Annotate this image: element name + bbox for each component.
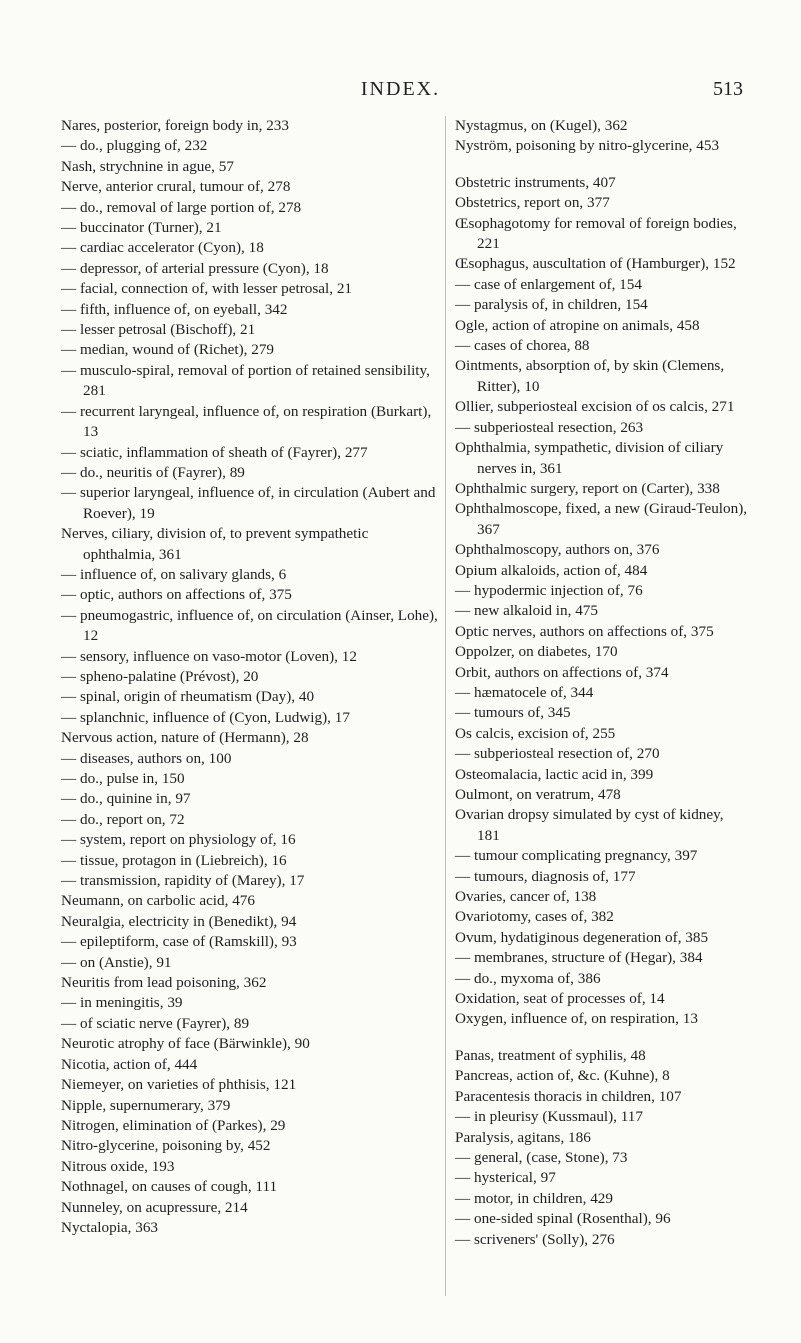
index-entry: Nerve, anterior crural, tumour of, 278 [61,178,291,196]
index-entry: — do., neuritis of (Fayrer), 89 [61,463,245,481]
index-entry: Ovaries, cancer of, 138 [455,888,597,906]
index-entry: — sciatic, inflammation of sheath of (Fayrer), 277 [61,443,368,461]
index-entry: Oulmont, on veratrum, 478 [455,786,621,803]
index-entry: Paracentesis thoracis in children, 107 [455,1087,682,1105]
index-entry: Nyström, poisoning by nitro-glycerine, 453 [455,137,720,155]
index-entry: — cardiac accelerator (Cyon), 18 [61,239,264,257]
index-entry: Obstetric instruments, 407 [455,173,616,191]
index-entry: Ophthalmia, sympathetic, division of ciliary nerves in, 361 [455,439,724,477]
index-entry: — tumours of, 345 [455,704,571,722]
page-number: 513 [713,78,743,100]
index-entry: — general, (case, Stone), 73 [455,1148,628,1166]
index-entry: Ophthalmoscope, fixed, a new (Giraud-Teulon), 367 [455,500,748,538]
index-entry: Obstetrics, report on, 377 [455,194,610,212]
index-entry: — hysterical, 97 [455,1169,556,1187]
index-entry: — pneumogastric, influence of, on circulation (Ainser, Lohe), 12 [61,606,438,645]
index-entry: — splanchnic, influence of (Cyon, Ludwig), 17 [61,708,350,726]
index-entry: — influence of, on salivary glands, 6 [61,565,287,583]
index-column-left [61,116,439,1238]
index-entry: — superior laryngeal, influence of, in circulation (Aubert and Roever), 19 [61,484,436,522]
index-entry: Ogle, action of atropine on animals, 458 [455,316,700,334]
index-entry: Paralysis, agitans, 186 [455,1128,591,1146]
index-entry: Nares, posterior, foreign body in, 233 [61,117,289,134]
index-entry: — hæmatocele of, 344 [455,683,594,701]
index-entry: — do., removal of large portion of, 278 [61,198,302,216]
index-entry: Nitrogen, elimination of (Parkes), 29 [61,1116,286,1134]
index-entry: — on (Anstie), 91 [61,953,172,971]
index-entry: Pancreas, action of, &c. (Kuhne), 8 [455,1067,670,1085]
index-entry: Ovarian dropsy simulated by cyst of kidney, 181 [455,806,724,844]
index-entry: — motor, in children, 429 [455,1189,613,1207]
page-title: INDEX. [360,78,441,100]
index-entry: Neurotic atrophy of face (Bärwinkle), 90 [61,1035,310,1053]
index-entry: — optic, authors on affections of, 375 [61,586,292,604]
index-entry: — paralysis of, in children, 154 [455,296,648,314]
index-entry: — system, report on physiology of, 16 [61,831,296,849]
index-entry: — case of enlargement of, 154 [455,275,642,293]
index-entry: — do., plugging of, 232 [61,137,208,155]
index-entry: — one-sided spinal (Rosenthal), 96 [455,1210,671,1228]
index-entry: — in meningitis, 39 [61,994,183,1012]
index-entry: — facial, connection of, with lesser petrosal, 21 [61,280,353,298]
index-entry: Ointments, absorption of, by skin (Clemens, Ritter), 10 [455,357,725,395]
index-entry: — do., myxoma of, 386 [455,969,601,987]
index-entry: Ovariotomy, cases of, 382 [455,908,614,926]
index-entry: — subperiosteal resection of, 270 [455,745,660,763]
index-entry: — sensory, influence on vaso-motor (Loven), 12 [61,647,357,665]
index-entry: — recurrent laryngeal, influence of, on respiration (Burkart), 13 [61,402,432,441]
index-entry: Nystagmus, on (Kugel), 362 [455,117,628,134]
index-entry: Optic nerves, authors on affections of, 375 [455,622,714,640]
index-entry: — diseases, authors on, 100 [61,749,232,767]
column-divider [445,116,446,1296]
index-entry: — membranes, structure of (Hegar), 384 [455,949,703,967]
index-entry: Nitro-glycerine, poisoning by, 452 [61,1137,271,1155]
index-entry: — do., pulse in, 150 [61,770,185,787]
index-entry: — fifth, influence of, on eyeball, 342 [61,300,288,318]
index-entry: — cases of chorea, 88 [455,337,590,355]
index-entry: Oxidation, seat of processes of, 14 [455,990,665,1008]
index-entry: — hypodermic injection of, 76 [455,581,643,599]
index-entry: — tumour complicating pregnancy, 397 [455,847,698,865]
index-entry: — median, wound of (Richet), 279 [61,341,275,359]
index-column-right [455,116,749,1250]
index-entry: — musculo-spiral, removal of portion of retained sensibility, 281 [61,361,430,400]
index-entry: — in pleurisy (Kussmaul), 117 [455,1108,643,1126]
index-entry: Nipple, supernumerary, 379 [61,1096,231,1114]
index-entry: — transmission, rapidity of (Marey), 17 [61,872,305,890]
index-entry: — do., quinine in, 97 [61,790,191,808]
index-entry: Os calcis, excision of, 255 [455,724,616,742]
index-entry: Nunneley, on acupressure, 214 [61,1198,248,1216]
index-entry: — spinal, origin of rheumatism (Day), 40 [61,688,315,706]
page-header [0,78,801,106]
index-entry: — lesser petrosal (Bischoff), 21 [61,321,256,339]
index-entry: — new alkaloid in, 475 [455,602,598,620]
index-entry: — buccinator (Turner), 21 [61,219,222,237]
index-entry: Neuralgia, electricity in (Benedikt), 94 [61,912,297,930]
index-entry: Ollier, subperiosteal excision of os calcis, 271 [455,398,735,416]
index-entry: Nash, strychnine in ague, 57 [61,157,234,175]
index-entry: — of sciatic nerve (Fayrer), 89 [61,1014,250,1032]
index-entry: Osteomalacia, lactic acid in, 399 [455,765,654,783]
index-entry: Neumann, on carbolic acid, 476 [61,892,255,910]
index-entry: Nervous action, nature of (Hermann), 28 [61,729,309,747]
index-entry: — tumours, diagnosis of, 177 [455,867,636,885]
index-entry: — scriveners' (Solly), 276 [455,1230,615,1248]
index-entry: Panas, treatment of syphilis, 48 [455,1046,646,1064]
index-entry: Nerves, ciliary, division of, to prevent sympathetic ophthalmia, 361 [61,525,369,563]
index-entry: — depressor, of arterial pressure (Cyon), 18 [61,259,329,277]
index-entry: Nitrous oxide, 193 [61,1157,175,1175]
index-entry: — spheno-palatine (Prévost), 20 [61,667,259,685]
index-entry: Orbit, authors on affections of, 374 [455,663,669,681]
index-entry: — do., report on, 72 [61,810,185,828]
index-entry: Œsophagotomy for removal of foreign bodies, 221 [455,214,737,253]
index-entry: Niemeyer, on varieties of phthisis, 121 [61,1076,297,1094]
index-entry: Nicotia, action of, 444 [61,1055,198,1073]
index-entry: Ophthalmic surgery, report on (Carter), 338 [455,479,720,497]
index-entry: — epileptiform, case of (Ramskill), 93 [61,933,297,951]
index-entry: — subperiosteal resection, 263 [455,418,644,436]
index-entry: Œsophagus, auscultation of (Hamburger), 152 [455,255,736,273]
index-entry: Ophthalmoscopy, authors on, 376 [455,541,660,559]
index-entry: Nothnagel, on causes of cough, 111 [61,1178,278,1196]
index-entry: Ovum, hydatiginous degeneration of, 385 [455,928,709,946]
index-entry: Oxygen, influence of, on respiration, 13 [455,1010,698,1028]
index-entry: Oppolzer, on diabetes, 170 [455,643,618,661]
index-entry: Nyctalopia, 363 [61,1218,159,1236]
index-entry: Neuritis from lead poisoning, 362 [61,974,267,992]
index-entry: Opium alkaloids, action of, 484 [455,561,648,579]
index-entry: — tissue, protagon in (Liebreich), 16 [61,851,287,869]
